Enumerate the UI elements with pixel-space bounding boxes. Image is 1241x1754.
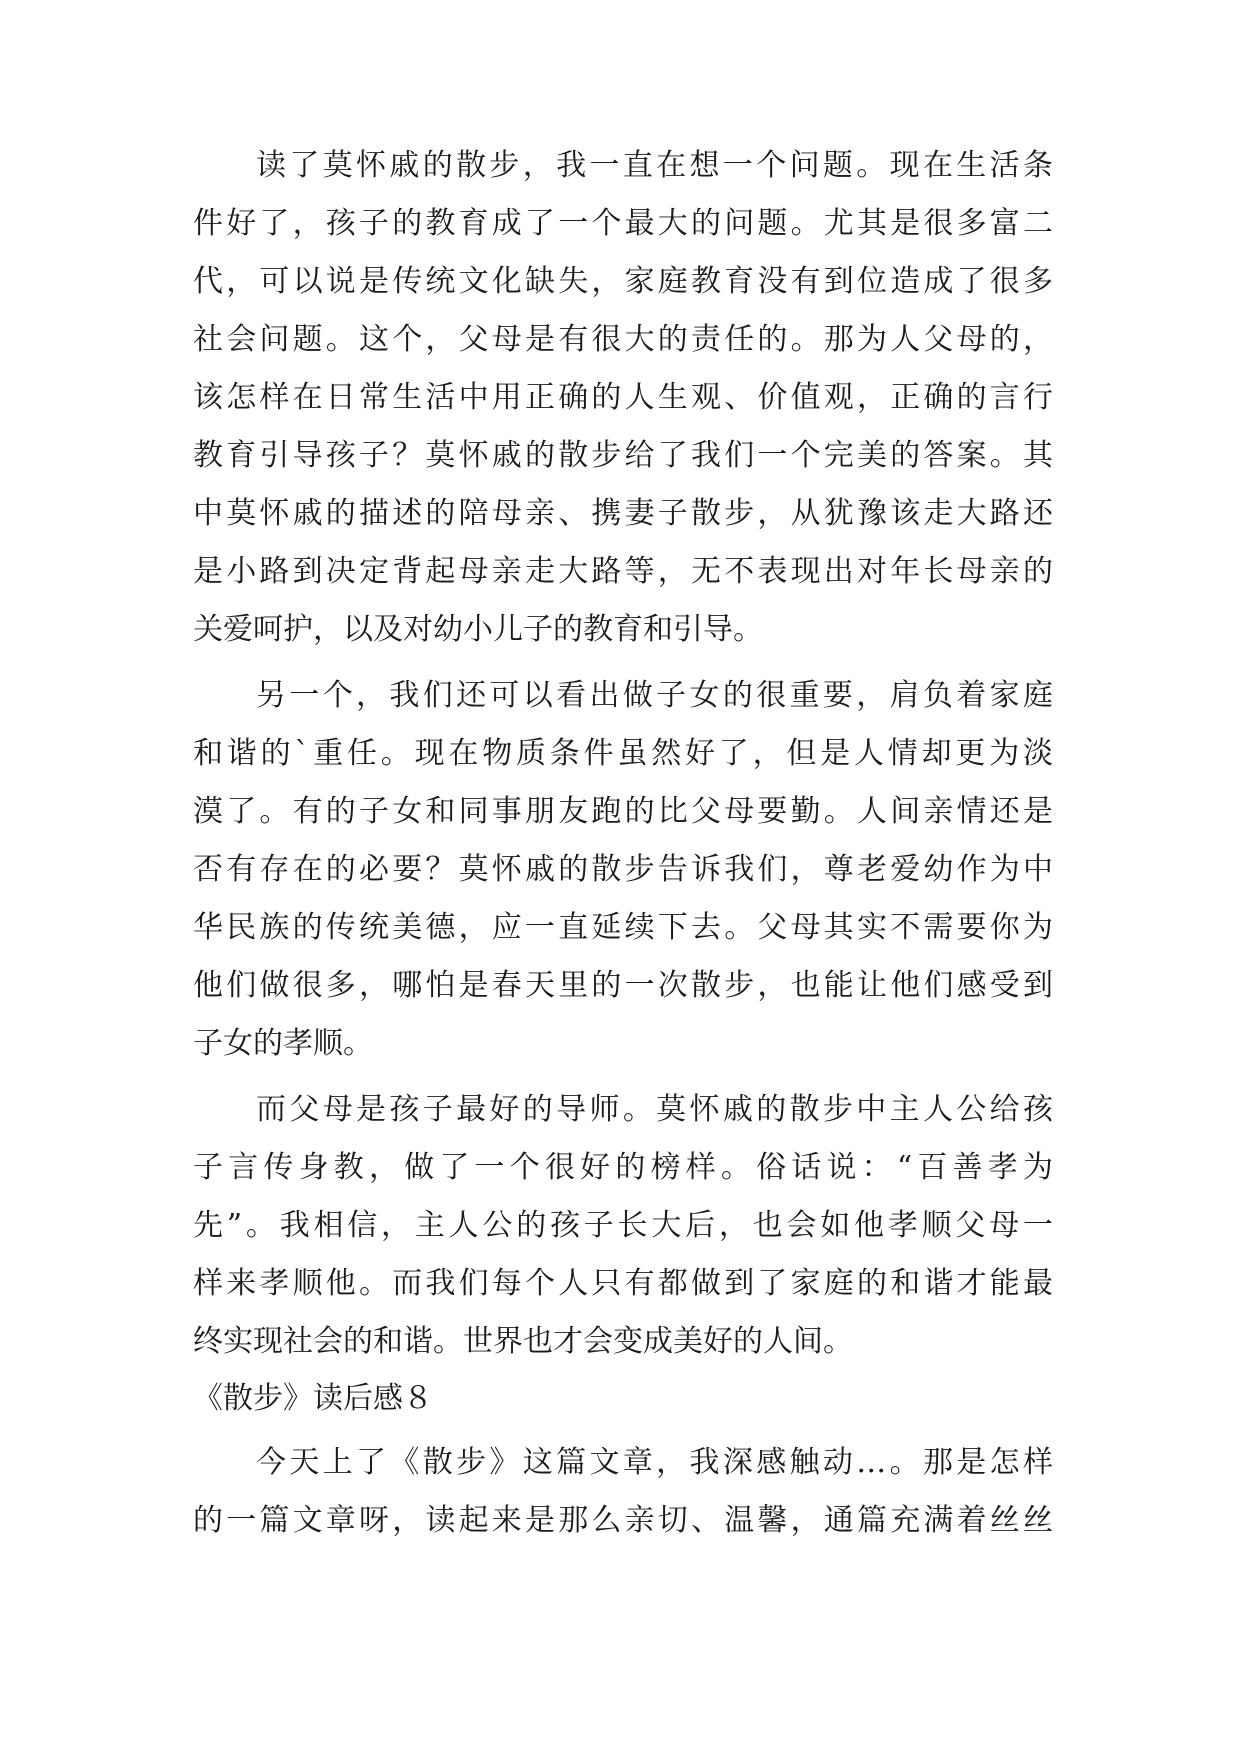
paragraph-line: 中莫怀戚的描述的陪母亲、携妻子散步，从犹豫该走大路还 xyxy=(193,496,1053,531)
paragraph-line: 社会问题。这个，父母是有很大的责任的。那为人父母的， xyxy=(193,322,1053,357)
paragraph-line: 教育引导孩子？莫怀戚的散步给了我们一个完美的答案。其 xyxy=(193,438,1053,473)
paragraph-line: 子言传身教，做了一个很好的榜样。俗话说：“百善孝为 xyxy=(193,1150,1053,1185)
paragraph-line: 另一个，我们还可以看出做子女的很重要，肩负着家庭 xyxy=(256,678,1053,713)
paragraph-line: 关爱呵护，以及对幼小儿子的教育和引导。 xyxy=(193,612,763,647)
paragraph-line: 的一篇文章呀，读起来是那么亲切、温馨，通篇充满着丝丝 xyxy=(193,1503,1053,1538)
paragraph-line: 读了莫怀戚的散步，我一直在想一个问题。现在生活条 xyxy=(256,148,1053,183)
paragraph-line: 和谐的`重任。现在物质条件虽然好了，但是人情却更为淡 xyxy=(193,736,1053,771)
paragraph-line: 是小路到决定背起母亲走大路等，无不表现出对年长母亲的 xyxy=(193,554,1053,589)
paragraph-line: 漠了。有的子女和同事朋友跑的比父母要勤。人间亲情还是 xyxy=(193,794,1053,829)
paragraph-line: 样来孝顺他。而我们每个人只有都做到了家庭的和谐才能最 xyxy=(193,1266,1053,1301)
paragraph-line: 终实现社会的和谐。世界也才会变成美好的人间。 xyxy=(193,1324,853,1359)
paragraph-line: 该怎样在日常生活中用正确的人生观、价值观，正确的言行 xyxy=(193,380,1053,415)
paragraph-line: 件好了，孩子的教育成了一个最大的问题。尤其是很多富二 xyxy=(193,206,1053,241)
paragraph-line: 今天上了《散步》这篇文章，我深感触动…。那是怎样 xyxy=(256,1445,1053,1480)
paragraph-line: 否有存在的必要？莫怀戚的散步告诉我们，尊老爱幼作为中 xyxy=(193,852,1053,887)
paragraph-line: 代，可以说是传统文化缺失，家庭教育没有到位造成了很多 xyxy=(193,264,1053,299)
paragraph-line: 而父母是孩子最好的导师。莫怀戚的散步中主人公给孩 xyxy=(256,1092,1053,1127)
paragraph-line: 他们做很多，哪怕是春天里的一次散步，也能让他们感受到 xyxy=(193,968,1053,1003)
paragraph-line: 先”。我相信，主人公的孩子长大后，也会如他孝顺父母一 xyxy=(193,1208,1053,1243)
paragraph-line: 华民族的传统美德，应一直延续下去。父母其实不需要你为 xyxy=(193,910,1053,945)
section-heading: 《散步》读后感８ xyxy=(193,1381,433,1416)
paragraph-line: 子女的孝顺。 xyxy=(193,1026,373,1061)
